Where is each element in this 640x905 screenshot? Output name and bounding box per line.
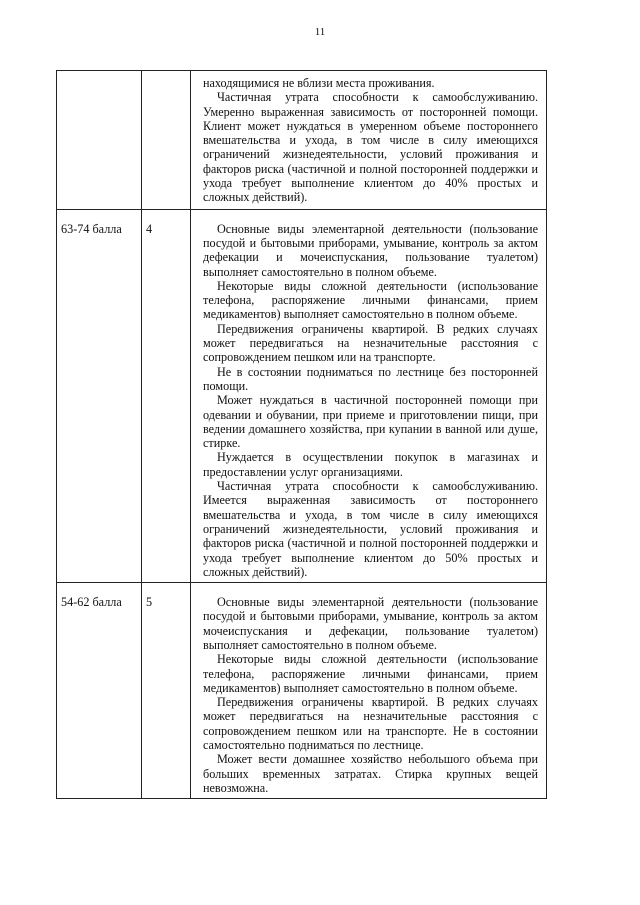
- description-paragraph: Нуждается в осуществлении покупок в магазинах и предоставлении услуг организациями.: [203, 450, 538, 479]
- score-text: [57, 71, 141, 74]
- score-cell: [57, 209, 142, 582]
- score-cell: [57, 71, 142, 210]
- table-row: [57, 583, 547, 799]
- group-cell: [142, 583, 191, 799]
- description-paragraph: Передвижения ограничены квартирой. В редких случаях может передвигаться на незначительные расстояния с сопровождением пешком или на транспорте.: [203, 321, 538, 365]
- table-row: [57, 71, 547, 210]
- description-cell: [191, 209, 547, 582]
- description-cell: [191, 583, 547, 799]
- group-text: 5: [146, 595, 153, 610]
- group-text: [142, 71, 190, 74]
- description-paragraph: Основные виды элементарной деятельности (пользование посудой и бытовыми приборами, умывание, контроль за актом мочеиспускания и дефекации, пользование туалетом) выполняет самостоятельно в полном объеме.: [203, 595, 538, 652]
- score-text: 63-74 балла: [61, 221, 122, 236]
- description-paragraph: Передвижения ограничены квартирой. В редких случаях может передвигаться на незначительные расстояния с сопровождением пешком или на транспорте. Не в состоянии самостоятельно подниматься по лестнице.: [203, 695, 538, 753]
- description-paragraph: Может нуждаться в частичной посторонней помощи при одевании и обувании, при приеме и приготовлении пищи, при ведении домашнего хозяйства, при купании в ванной или душе, стирке.: [203, 393, 538, 451]
- description-paragraph: Некоторые виды сложной деятельности (использование телефона, распоряжение личными финансами, прием медикаментов) выполняет самостоятельно в полном объеме.: [203, 652, 538, 695]
- description-paragraph: Частичная утрата способности к самообслуживанию. Умеренно выраженная зависимость от посторонней помощи. Клиент может нуждаться в умеренном объеме постороннего вмешательства и ухода, в том числе в силу имеющихся ограничений жизнедеятельности, условий проживания и факторов риска (частичной и полной посторонней поддержки и ухода требует выполнение клиентом до 40% простых и сложных действий).: [203, 90, 538, 205]
- group-cell: [142, 71, 191, 210]
- description-paragraph: Основные виды элементарной деятельности (пользование посудой и бытовыми приборами, умывание, контроль за актом дефекации и мочеиспускания, пользование туалетом) выполняет самостоятельно в полном объеме.: [203, 221, 538, 279]
- group-cell: [142, 209, 191, 582]
- description-cell: [191, 71, 547, 210]
- description-paragraph: Частичная утрата способности к самообслуживанию. Имеется выраженная зависимость от постороннего вмешательства и ухода, в том числе в силу имеющихся ограничений жизнедеятельности, условий проживания и факторов риска (частичной и полной посторонней поддержки и ухода требует выполнение клиентом до 50% простых и сложных действий).: [203, 479, 538, 579]
- score-cell: [57, 583, 142, 799]
- description-paragraph: Может вести домашнее хозяйство небольшого объема при больших временных затратах. Стирка крупных вещей невозможна.: [203, 752, 538, 795]
- table-row: [57, 209, 547, 582]
- description-paragraph: Не в состоянии подниматься по лестнице без посторонней помощи.: [203, 364, 538, 393]
- description-paragraph: Некоторые виды сложной деятельности (использование телефона, распоряжение личными финансами, прием медикаментов) выполняет самостоятельно в полном объеме.: [203, 278, 538, 322]
- group-text: 4: [146, 221, 153, 236]
- care-level-table: [56, 70, 547, 799]
- description-paragraph: находящимися не вблизи места проживания.: [203, 76, 435, 90]
- page-number: 11: [314, 26, 326, 38]
- score-text: 54-62 балла: [61, 595, 122, 610]
